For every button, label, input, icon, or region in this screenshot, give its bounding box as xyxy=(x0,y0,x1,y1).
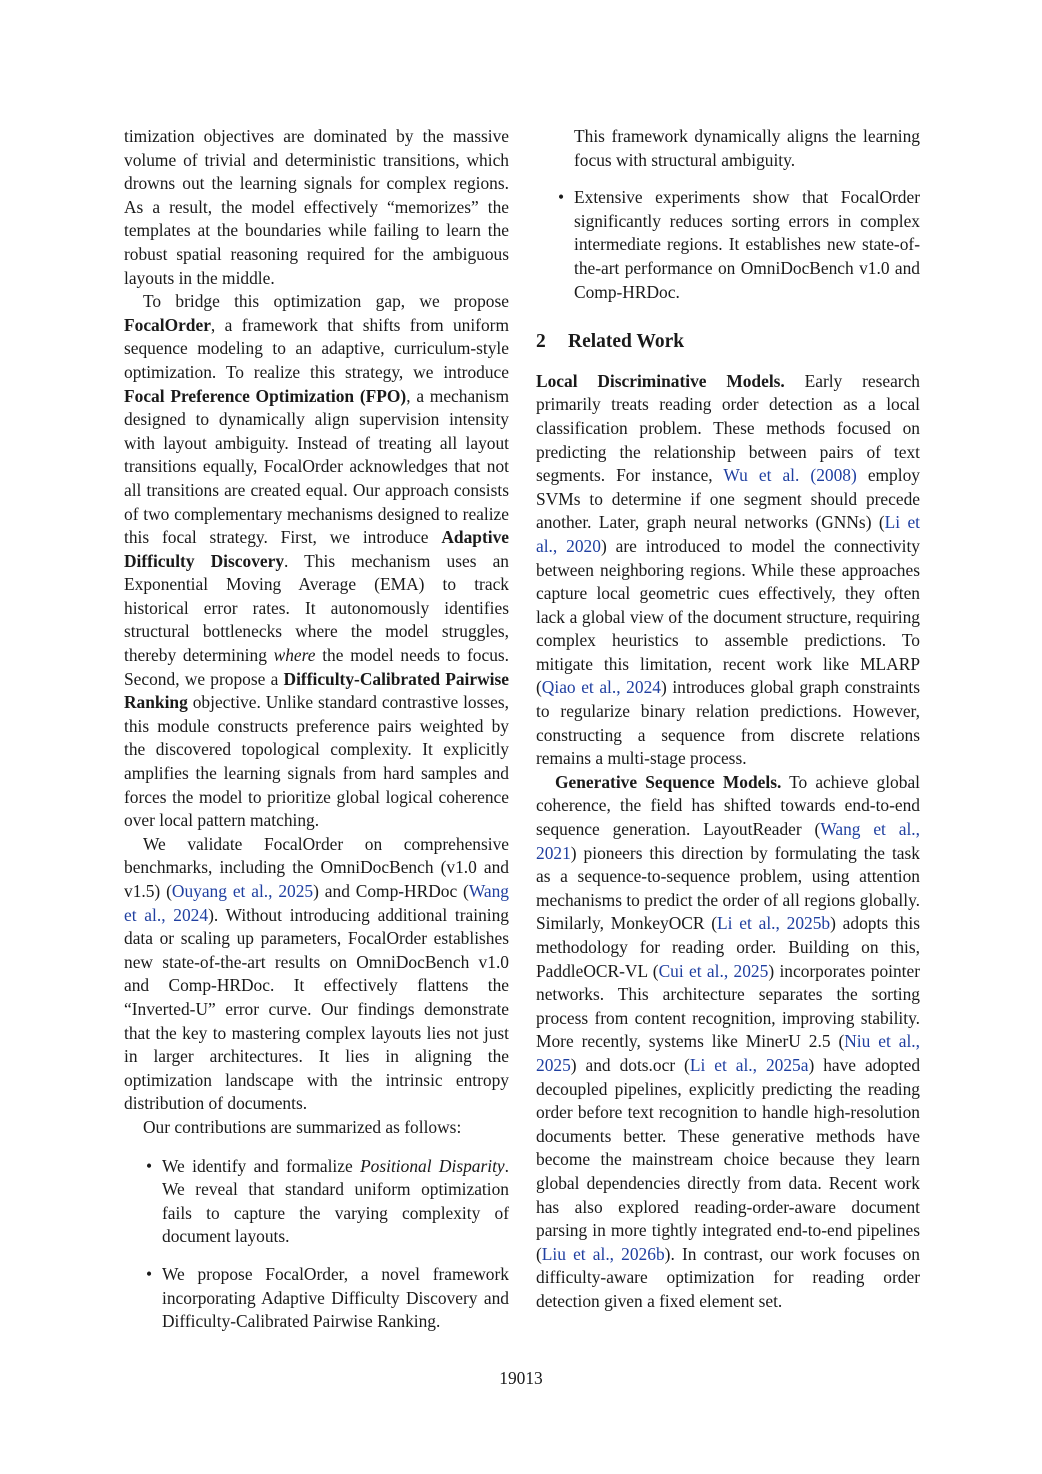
text-span: ) are introduced to model the connectivity between neighboring regions. While these approaches capture local geometric cues effectively, they often lack a global view of the document structure, requiring complex heuristics to assemble predictions. To mitigate this limitation, recent work like MLARP ( xyxy=(536,535,920,698)
text-span: ) and Comp-HRDoc ( xyxy=(313,881,469,901)
list-item xyxy=(124,1155,509,1249)
section-heading xyxy=(536,330,920,354)
paragraph-validation xyxy=(124,833,509,1116)
citation-link[interactable]: Wang et al., 2024 xyxy=(124,881,509,925)
text-span: To bridge this optimization gap, we propose xyxy=(143,291,509,312)
paragraph-generative-sequence xyxy=(536,771,920,1314)
bold-term-pairwise-ranking: Difficulty-Calibrated Pairwise Ranking xyxy=(124,668,509,713)
paragraph-heading: Local Discriminative Models. xyxy=(536,370,785,391)
paragraph-heading: Generative Sequence Models. xyxy=(555,771,782,792)
paragraph-focalorder-proposal xyxy=(124,290,509,833)
list-item xyxy=(124,1263,509,1334)
list-item-continuation xyxy=(536,125,920,172)
text-span: . We reveal that standard uniform optimization fails to capture the varying complexity of document layouts. xyxy=(162,1155,509,1247)
text-span: . This mechanism uses an Exponential Moving Average (EMA) to track historical error rates. It autonomously identifies structural bottlenecks where the model struggles, thereby determining xyxy=(124,550,509,666)
text-span: To achieve global coherence, the field has shifted towards end-to-end sequence generation. LayoutReader ( xyxy=(536,771,920,840)
left-column xyxy=(124,125,509,1334)
text-span: , a framework that shifts from uniform sequence modeling to an adaptive, curriculum-style optimization. To realize this strategy, we introduce xyxy=(124,314,509,382)
bold-term-fpo: Focal Preference Optimization (FPO) xyxy=(124,385,407,406)
bullet-icon: • xyxy=(146,1155,153,1176)
list-item xyxy=(536,186,920,304)
citation-link[interactable]: Wang et al., 2021 xyxy=(536,819,920,863)
citation-link[interactable]: Qiao et al., 2024 xyxy=(541,677,661,698)
paragraph-contributions-intro: Our contributions are summarized as follows: xyxy=(143,1116,462,1137)
text-span: ) and dots.ocr ( xyxy=(570,1054,690,1075)
paragraph-continuation: timization objectives are dominated by the massive volume of trivial and deterministic transitions, which drowns out the learning signals for complex regions. As a result, the model effectively “memorizes” the templates at the boundaries while failing to learn the robust spatial reasoning required for the ambiguous layouts in the middle. xyxy=(124,126,509,288)
page-number: 19013 xyxy=(499,1368,543,1388)
section-number: 2 xyxy=(536,331,546,353)
citation-link[interactable]: Niu et al., 2025 xyxy=(536,1031,921,1075)
text-span: ) pioneers this direction by formulating the task as a sequence-to-sequence problem, using attention mechanisms to predict the order of all regions globally. Similarly, MonkeyOCR ( xyxy=(536,842,920,934)
text-span: Extensive experiments show that FocalOrder significantly reduces sorting errors in complex intermediate regions. It establishes new state-of-the-art performance on OmniDocBench v1.0 and Comp-HRDoc. xyxy=(574,187,920,302)
citation-link[interactable]: Liu et al., 2026b xyxy=(541,1243,665,1264)
citation-link[interactable]: Wu et al. (2008) xyxy=(723,465,857,486)
bold-term-adaptive-difficulty-discovery: Adaptive Difficulty Discovery xyxy=(124,527,509,571)
text-span: ) incorporates pointer networks. This architecture separates the sorting process from content recognition, improving stability. More recently, systems like MinerU 2.5 ( xyxy=(536,960,921,1052)
contributions-list-continued xyxy=(536,125,920,304)
paragraph-local-discriminative xyxy=(536,370,920,771)
bullet-icon: • xyxy=(146,1263,153,1284)
text-span: This framework dynamically aligns the learning focus with structural ambiguity. xyxy=(574,126,920,170)
text-span: ) introduces global graph constraints to regularize binary relation predictions. However, constructing a sequence from discrete relations remains a multi-stage process. xyxy=(536,677,920,769)
contributions-list xyxy=(124,1155,509,1334)
text-span: ) have adopted decoupled pipelines, explicitly predicting the reading order before text recognition to handle high-resolution documents better. These generative methods have become the mainstream choice because they learn global dependencies directly from data. Recent work has also explored reading-order-aware document parsing in more tightly integrated end-to-end pipelines ( xyxy=(536,1054,921,1264)
right-column xyxy=(536,125,920,1314)
citation-link[interactable]: Li et al., 2025b xyxy=(717,913,831,934)
bold-term-focalorder: FocalOrder xyxy=(124,314,211,335)
bullet-icon: • xyxy=(558,187,565,208)
citation-link[interactable]: Li et al., 2025a xyxy=(689,1054,809,1075)
citation-link[interactable]: Cui et al., 2025 xyxy=(658,960,769,981)
citation-link[interactable]: Ouyang et al., 2025 xyxy=(171,881,314,901)
citation-link[interactable]: Li et al., 2020 xyxy=(536,512,921,556)
italic-term-positional-disparity: Positional Disparity xyxy=(360,1155,505,1176)
text-span: objective. Unlike standard contrastive losses, this module constructs preference pairs weighted by the discovered topological complexity. It explicitly amplifies the learning signals from hard samples and forces the model to prioritize global logical coherence over local pattern matching. xyxy=(124,692,509,831)
text-span: , a mechanism designed to dynamically align supervision intensity with layout ambiguity. Instead of treating all layout transitions equally, FocalOrder acknowledges that not all transitions are created equal. Our approach consists of two complementary mechanisms designed to realize this focal strategy. First, we introduce xyxy=(124,385,509,548)
text-span: ). Without introducing additional training data or scaling up parameters, FocalOrder establishes new state-of-the-art results on OmniDocBench v1.0 and Comp-HRDoc. It effectively flattens the “Inverted-U” error curve. Our findings demonstrate that the key to mastering complex layouts lies not just in larger architectures. It lies in aligning the optimization landscape with the intrinsic entropy distribution of documents. xyxy=(124,904,509,1114)
text-span: We validate FocalOrder on comprehensive benchmarks, including the OmniDocBench (v1.0 and v1.5) ( xyxy=(124,833,509,901)
text-span: We propose FocalOrder, a novel framework incorporating Adaptive Difficulty Discovery and Difficulty-Calibrated Pairwise Ranking. xyxy=(162,1263,509,1332)
text-span: Early research primarily treats reading order detection as a local classification problem. These methods focused on predicting the relationship between pairs of text segments. For instance, xyxy=(536,370,920,486)
text-span: the model needs to focus. Second, we propose a xyxy=(124,645,509,689)
section-title: Related Work xyxy=(568,331,685,353)
text-span: employ SVMs to determine if one segment should precede another. Later, graph neural networks (GNNs) ( xyxy=(536,465,920,533)
text-span: ). In contrast, our work focuses on difficulty-aware optimization for reading order detection given a fixed element set. xyxy=(536,1243,921,1311)
italic-term-where: where xyxy=(273,645,316,666)
text-span: We identify and formalize xyxy=(162,1155,361,1176)
text-span: ) adopts this methodology for reading order. Building on this, PaddleOCR-VL ( xyxy=(536,913,920,981)
